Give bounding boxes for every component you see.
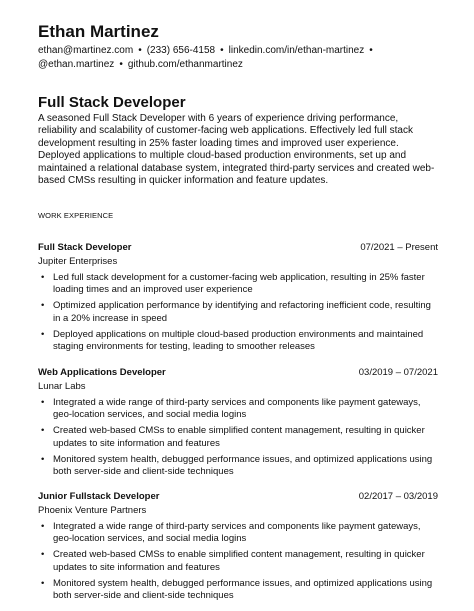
job-bullet — [38, 549, 438, 573]
job-title: Junior Fullstack Developer — [38, 491, 160, 502]
contact-separator: • — [119, 59, 123, 70]
contact-info-line-1 — [38, 44, 438, 58]
job-bullet-text: Created web-based CMSs to enable simplified content management, resulting in quicker updates to site information and features — [53, 549, 425, 573]
bullet-icon: • — [41, 549, 45, 561]
candidate-name: Ethan Martinez — [38, 22, 159, 41]
job-bullet-text: Created web-based CMSs to enable simplified content management, resulting in quicker updates to site information and features — [53, 425, 425, 449]
twitter-handle[interactable]: @ethan.martinez — [38, 59, 115, 70]
job-bullet-text: Deployed applications on multiple cloud-based production environments and maintained staging environments for testing, leading to smoother releases — [53, 328, 424, 353]
job-bullet — [38, 521, 438, 545]
job-bullet-text: Led full stack development for a customer-facing web application, resulting in 25% faster loading times and an improved user experience — [53, 272, 425, 296]
company-name: Jupiter Enterprises — [38, 256, 118, 267]
company-name: Lunar Labs — [38, 381, 86, 392]
job-bullet — [38, 578, 438, 602]
job-bullet-text: Optimized application performance by identifying and refactoring inefficient code, resulting in a 20% increase in speed — [53, 300, 431, 324]
bullet-icon: • — [41, 453, 45, 465]
job-bullet-list — [38, 521, 438, 602]
job-bullet — [38, 425, 438, 449]
contact-separator: • — [220, 45, 224, 56]
job-title: Web Applications Developer — [38, 367, 166, 378]
bullet-icon: • — [41, 328, 45, 340]
professional-headline: Full Stack Developer — [38, 94, 186, 111]
bullet-icon: • — [41, 521, 45, 532]
linkedin-link[interactable]: linkedin.com/in/ethan-martinez — [228, 45, 365, 56]
email-link[interactable]: ethan@martinez.com — [38, 45, 134, 56]
job-header-row — [38, 241, 438, 255]
phone-number: (233) 656-4158 — [146, 45, 216, 56]
job-dates: 03/2019 – 07/2021 — [358, 367, 438, 378]
job-dates: 07/2021 – Present — [360, 242, 438, 253]
bullet-icon: • — [41, 397, 45, 408]
contact-info-line-2 — [38, 58, 438, 72]
job-header-row — [38, 366, 438, 380]
job-bullet-list — [38, 397, 438, 478]
job-bullet — [38, 300, 438, 324]
resume-page — [38, 0, 438, 611]
job-bullet — [38, 272, 438, 296]
bullet-icon: • — [41, 577, 45, 589]
github-link[interactable]: github.com/ethanmartinez — [127, 59, 243, 70]
contact-separator: • — [369, 45, 373, 56]
company-name: Phoenix Venture Partners — [38, 505, 147, 516]
job-bullet-list — [38, 272, 438, 353]
job-bullet-text: Integrated a wide range of third-party services and components like payment gateways, geo-location services, and social media logins — [53, 521, 421, 545]
job-entry — [38, 241, 438, 357]
job-bullet-text: Monitored system health, debugged performance issues, and optimized applications using both server-side and client-side techniques — [53, 453, 433, 478]
work-experience-heading: WORK EXPERIENCE — [38, 211, 114, 220]
job-bullet-text: Monitored system health, debugged performance issues, and optimized applications using both server-side and client-side techniques — [53, 577, 433, 602]
professional-summary: A seasoned Full Stack Developer with 6 years of experience driving performance, reliability and scalability of customer-facing web applications. Effectively led full stack development resulting in 25% faster loading times and improved user experience. Deployed applications to multiple cloud-based production environments, set up and maintained a relational database system, integrated third-party services and created web-based CMSs resulting in quicker information and feature updates. — [38, 113, 435, 187]
job-bullet-text: Integrated a wide range of third-party services and components like payment gateways, geo-location services, and social media logins — [53, 397, 421, 421]
job-bullet — [38, 454, 438, 478]
job-entry — [38, 366, 438, 482]
job-bullet — [38, 397, 438, 421]
job-dates: 02/2017 – 03/2019 — [358, 491, 438, 502]
job-bullet — [38, 329, 438, 353]
contact-separator: • — [138, 45, 142, 56]
bullet-icon: • — [41, 425, 45, 437]
bullet-icon: • — [41, 300, 45, 312]
bullet-icon: • — [41, 272, 45, 283]
job-entry — [38, 490, 438, 606]
job-header-row — [38, 490, 438, 504]
job-title: Full Stack Developer — [38, 242, 132, 253]
